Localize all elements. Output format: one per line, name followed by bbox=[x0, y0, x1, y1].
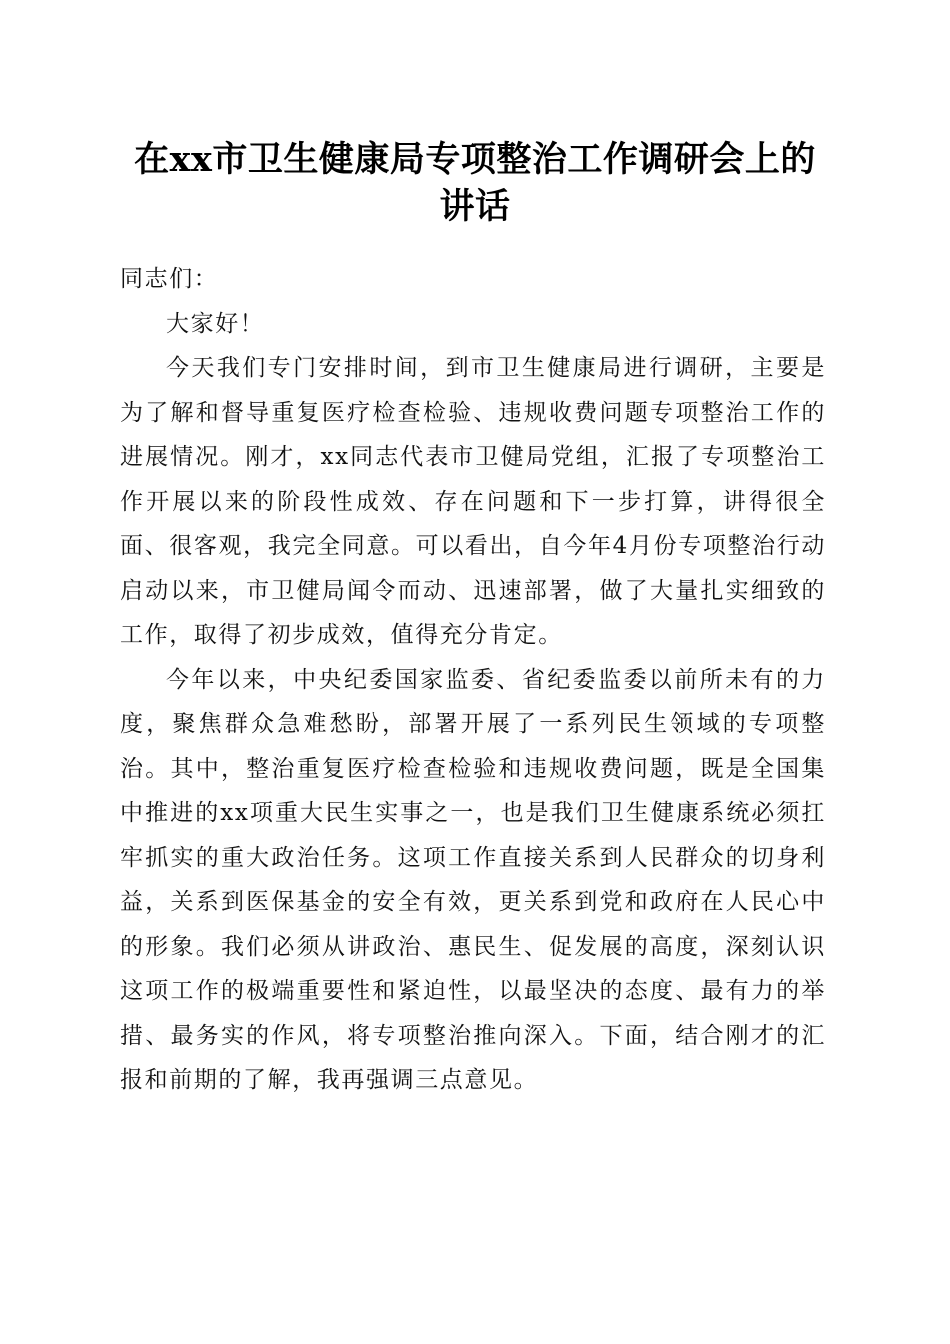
greeting: 大家好！ bbox=[166, 310, 265, 337]
body-paragraph-1: 今天我们专门安排时间，到市卫生健康局进行调研，主要是为了解和督导重复医疗检查检验、违规收费问题专项整治工作的进展情况。刚才，xx同志代表市卫健局党组，汇报了专项整治工作开展以来的阶段性成效、存在问题和下一步打算，讲得很全面、很客观，我完全同意。可以看出，自今年4月份专项整治行动启动以来，市卫健局闻令而动、迅速部署，做了大量扎实细致的工作，取得了初步成效，值得充分肯定。 bbox=[120, 355, 826, 648]
document-body bbox=[120, 257, 826, 1103]
salutation: 同志们： bbox=[120, 266, 219, 292]
body-paragraph-2: 今年以来，中央纪委国家监委、省纪委监委以前所未有的力度，聚焦群众急难愁盼，部署开展了一系列民生领域的专项整治。其中，整治重复医疗检查检验和违规收费问题，既是全国集中推进的xx项重大民生实事之一，也是我们卫生健康系统必须扛牢抓实的重大政治任务。这项工作直接关系到人民群众的切身利益，关系到医保基金的安全有效，更关系到党和政府在人民心中的形象。我们必须从讲政治、惠民生、促发展的高度，深刻认识这项工作的极端重要性和紧迫性，以最坚决的态度、最有力的举措、最务实的作风，将专项整治推向深入。下面，结合刚才的汇报和前期的了解，我再强调三点意见。 bbox=[120, 666, 826, 1093]
document-title: 在xx市卫生健康局专项整治工作调研会上的讲话 bbox=[134, 139, 816, 227]
